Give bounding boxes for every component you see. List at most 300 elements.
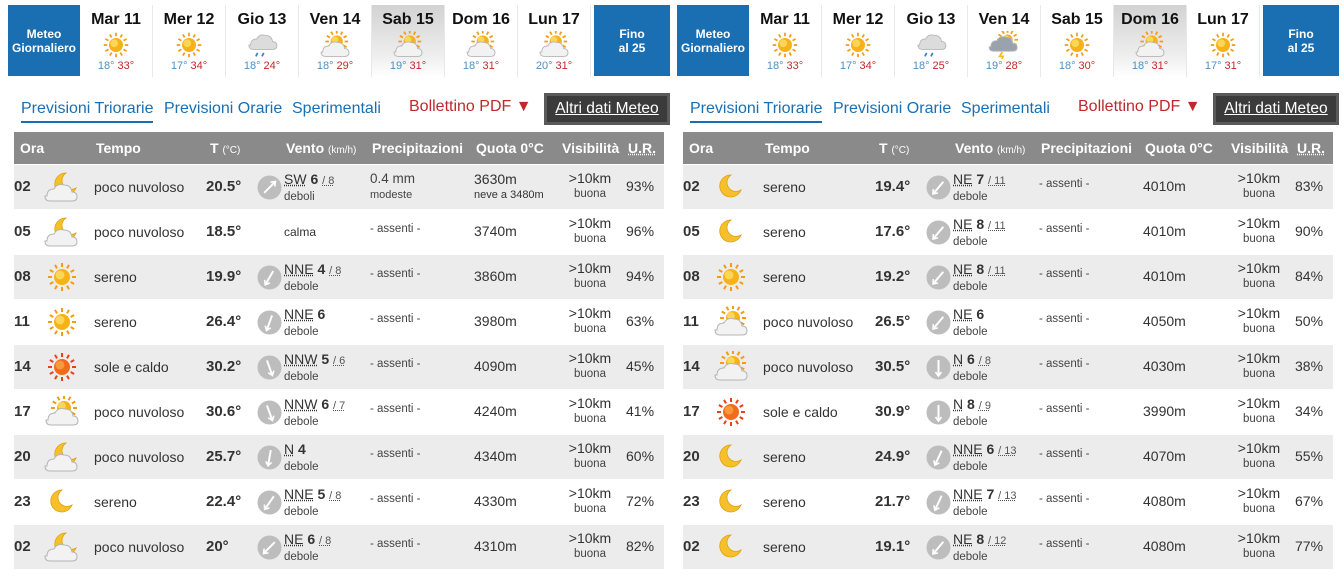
sun-cloud-icon: [518, 30, 590, 60]
moon-icon: [713, 531, 749, 563]
row-precipitation: - assenti -: [370, 358, 421, 370]
altri-dati-meteo-button[interactable]: [544, 93, 670, 125]
row-temperature: 19.9°: [206, 268, 242, 285]
wind-dir: NNW: [284, 396, 318, 412]
row-precipitation: [370, 171, 415, 203]
row-hour: 11: [14, 313, 30, 330]
bollettino-pdf-link[interactable]: Bollettino PDF ▼: [409, 98, 532, 115]
row-freezing-level: 4080m: [1143, 538, 1186, 554]
max-temp: 31°: [555, 60, 573, 72]
vis-quality: buona: [1243, 368, 1275, 380]
forecast-panel-left: [8, 0, 670, 576]
bollettino-pdf-link[interactable]: Bollettino PDF ▼: [1078, 98, 1201, 115]
row-weather-desc: sereno: [763, 494, 806, 510]
row-wind: [953, 216, 1006, 250]
sun-icon: [80, 30, 152, 60]
wind-speed: 6: [986, 441, 995, 457]
row-humidity: 63%: [626, 313, 655, 329]
table-row: [683, 524, 1333, 569]
row-humidity: 41%: [626, 403, 655, 419]
row-precipitation: - assenti -: [370, 223, 421, 235]
row-freezing-level: 4070m: [1143, 448, 1186, 464]
row-precipitation: - assenti -: [1039, 493, 1090, 505]
wind-dir: NNW: [284, 351, 318, 367]
row-visibility: [1231, 305, 1287, 337]
row-weather-desc: poco nuvoloso: [94, 404, 185, 420]
row-wind: [953, 171, 1006, 205]
col-temp-label: T: [879, 140, 888, 156]
sun-icon: [153, 30, 225, 60]
row-weather-desc: sole e caldo: [94, 359, 169, 375]
wind-speed: 7: [986, 486, 995, 502]
table-row: [683, 209, 1333, 254]
max-temp: 31°: [1151, 60, 1169, 72]
wind-direction-icon: [257, 490, 282, 515]
day-strip: [8, 5, 670, 77]
row-wind: [284, 261, 341, 295]
wind-quality: debole: [953, 236, 988, 248]
row-temperature: 21.7°: [875, 493, 911, 510]
wind-quality: debole: [284, 416, 319, 428]
day-tab[interactable]: [1187, 5, 1260, 77]
day-tab[interactable]: [80, 5, 153, 77]
row-humidity: 72%: [626, 493, 655, 509]
min-temp: 18°: [462, 60, 480, 72]
wind-gust: / 8: [319, 535, 332, 547]
altri-dati-meteo-button[interactable]: [1213, 93, 1339, 125]
table-row: [14, 389, 664, 434]
col-vento-label: Vento: [286, 140, 325, 156]
row-hour: 17: [683, 403, 700, 420]
altri-dati-meteo-label: Altri dati Meteo: [547, 96, 667, 122]
row-hour: 05: [14, 223, 31, 240]
day-name: Lun 17: [528, 11, 580, 28]
row-precipitation: - assenti -: [1039, 313, 1090, 325]
col-quota: Quota 0°C: [1145, 140, 1213, 156]
row-humidity: 84%: [1295, 268, 1324, 284]
wind-gust: / 9: [978, 400, 991, 412]
row-temperature: 30.9°: [875, 403, 911, 420]
row-weather-desc: poco nuvoloso: [94, 179, 185, 195]
min-temp: 17°: [1204, 60, 1222, 72]
row-precipitation: - assenti -: [370, 268, 421, 280]
prec-value: 0.4 mm: [370, 171, 416, 186]
wind-direction-icon: [257, 445, 282, 470]
wind-gust: / 7: [333, 400, 346, 412]
meteo-label: Meteo: [26, 26, 62, 41]
moon-cloud-icon: [44, 531, 80, 563]
row-hour: 02: [14, 538, 31, 555]
fino-label: Fino: [619, 26, 645, 41]
row-humidity: 77%: [1295, 538, 1324, 554]
row-hour: 14: [14, 358, 31, 375]
row-hour: 23: [14, 493, 31, 510]
row-temperature: 24.9°: [875, 448, 911, 465]
day-tab[interactable]: [895, 5, 968, 77]
vis-value: >10km: [1237, 485, 1281, 501]
tab-previsioni-triorarie[interactable]: Previsioni Triorarie: [21, 100, 153, 123]
sun-icon: [749, 30, 821, 60]
wind-quality: debole: [284, 281, 319, 293]
day-tab[interactable]: [1041, 5, 1114, 77]
day-name: Gio 13: [237, 11, 287, 28]
day-tab[interactable]: [822, 5, 895, 77]
row-weather-desc: sereno: [94, 314, 137, 330]
wind-speed: 8: [976, 531, 985, 547]
moon-icon: [44, 486, 80, 518]
storm-icon: [968, 30, 1040, 60]
col-vento-unit: (km/h): [328, 145, 357, 156]
wind-dir: NNE: [284, 486, 314, 502]
day-name: Sab 15: [382, 11, 434, 28]
col-temp-unit: (°C): [891, 145, 910, 156]
row-wind: [953, 261, 1006, 295]
wind-quality: debole: [953, 506, 988, 518]
day-temps: [749, 60, 821, 72]
wind-dir: NE: [953, 306, 973, 322]
vis-quality: buona: [574, 413, 606, 425]
min-temp: 18°: [97, 60, 115, 72]
moon-icon: [713, 171, 749, 203]
min-temp: 19°: [389, 60, 407, 72]
row-freezing-level: 4340m: [474, 448, 517, 464]
vis-quality: buona: [574, 233, 606, 245]
wind-direction-icon: [926, 265, 951, 290]
col-ur: U.R.: [1297, 140, 1325, 156]
row-precipitation: - assenti -: [370, 448, 421, 460]
row-wind: [284, 351, 345, 385]
row-temperature: 18.5°: [206, 223, 242, 240]
table-row: [14, 434, 664, 479]
row-hour: 02: [683, 538, 700, 555]
vis-value: >10km: [568, 215, 612, 231]
row-freezing-level: 3980m: [474, 313, 517, 329]
row-precipitation: - assenti -: [1039, 268, 1090, 280]
vis-value: >10km: [1237, 170, 1281, 186]
wind-dir: NE: [953, 171, 973, 187]
quota-value: 3630m: [474, 171, 517, 187]
wind-dir: N: [953, 396, 964, 412]
row-hour: 02: [683, 178, 700, 195]
row-humidity: 50%: [1295, 313, 1324, 329]
min-temp: 18°: [243, 60, 261, 72]
row-weather-desc: sereno: [763, 449, 806, 465]
row-freezing-level: 4310m: [474, 538, 517, 554]
day-tab[interactable]: [518, 5, 591, 77]
wind-direction-icon: [257, 535, 282, 560]
day-temps: [1041, 60, 1113, 72]
day-name: Mar 11: [760, 11, 810, 28]
row-temperature: 26.5°: [875, 313, 911, 330]
prec-sub: modeste: [370, 189, 413, 201]
table-row: [683, 164, 1333, 209]
row-precipitation: - assenti -: [1039, 358, 1090, 370]
row-precipitation: - assenti -: [1039, 448, 1090, 460]
day-tab[interactable]: [968, 5, 1041, 77]
col-temp-unit: (°C): [222, 145, 241, 156]
wind-gust: / 13: [998, 445, 1017, 457]
wind-direction-icon: [257, 310, 282, 335]
row-weather-desc: sereno: [94, 269, 137, 285]
vis-quality: buona: [1243, 503, 1275, 515]
altri-dati-meteo-label: Altri dati Meteo: [1216, 96, 1336, 122]
row-freezing-level: 3990m: [1143, 403, 1186, 419]
meteo-label: Meteo: [695, 26, 731, 41]
wind-dir: NNE: [284, 261, 314, 277]
row-hour: 23: [683, 493, 700, 510]
row-visibility: [1231, 485, 1287, 517]
row-humidity: 96%: [626, 223, 655, 239]
max-temp: 29°: [336, 60, 354, 72]
col-temp: [210, 140, 240, 156]
vis-quality: buona: [1243, 413, 1275, 425]
row-wind-calm: calma: [284, 225, 317, 239]
row-humidity: 45%: [626, 358, 655, 374]
wind-gust: / 8: [322, 175, 335, 187]
row-weather-desc: sereno: [94, 494, 137, 510]
meteo-giornaliero-button[interactable]: [8, 5, 80, 76]
wind-dir: N: [953, 351, 964, 367]
wind-direction-icon: [257, 355, 282, 380]
wind-gust: / 8: [329, 265, 342, 277]
col-visibilita: Visibilità: [1231, 140, 1289, 156]
wind-gust: / 11: [988, 265, 1006, 277]
hot-sun-icon: [713, 396, 749, 428]
row-temperature: 30.5°: [875, 358, 911, 375]
fino-label: Fino: [1288, 26, 1314, 41]
wind-direction-icon: [257, 175, 282, 200]
wind-gust: / 12: [988, 535, 1007, 547]
forecast-panel-right: [677, 0, 1339, 576]
forecast-tabs: [677, 92, 1339, 126]
sun-icon: [1187, 30, 1259, 60]
forecast-tabs: [8, 92, 670, 126]
max-temp: 33°: [786, 60, 804, 72]
row-precipitation: - assenti -: [1039, 178, 1090, 190]
day-tab[interactable]: [1114, 5, 1187, 77]
wind-quality: debole: [953, 191, 988, 203]
row-freezing-level: 4010m: [1143, 268, 1186, 284]
tab-sperimentali[interactable]: Sperimentali: [292, 100, 381, 117]
table-row: [683, 434, 1333, 479]
sun-icon: [822, 30, 894, 60]
day-temps: [822, 60, 894, 72]
row-visibility: [1231, 350, 1287, 382]
meteo-giornaliero-button[interactable]: [677, 5, 749, 76]
vis-quality: buona: [1243, 323, 1275, 335]
col-ora: Ora: [20, 140, 45, 156]
row-freezing-level: 4090m: [474, 358, 517, 374]
day-temps: [226, 60, 298, 72]
col-tempo: Tempo: [96, 140, 141, 156]
table-header: [683, 132, 1333, 164]
wind-direction-icon: [257, 265, 282, 290]
row-weather-desc: poco nuvoloso: [763, 314, 854, 330]
row-wind: [953, 441, 1017, 475]
col-vento: [286, 140, 356, 156]
vis-value: >10km: [1237, 395, 1281, 411]
wind-speed: 5: [317, 486, 326, 502]
day-tab[interactable]: [299, 5, 372, 77]
row-precipitation: - assenti -: [1039, 403, 1090, 415]
col-temp: [879, 140, 909, 156]
day-name: Gio 13: [906, 11, 956, 28]
day-tab[interactable]: [445, 5, 518, 77]
row-visibility: [1231, 530, 1287, 562]
row-precipitation: - assenti -: [370, 493, 421, 505]
row-precipitation: - assenti -: [370, 403, 421, 415]
row-temperature: 19.2°: [875, 268, 911, 285]
row-precipitation: - assenti -: [370, 313, 421, 325]
wind-dir: NE: [953, 216, 973, 232]
table-row: [14, 299, 664, 344]
row-visibility: [562, 215, 618, 247]
row-visibility: [562, 170, 618, 202]
sun-icon: [1041, 30, 1113, 60]
wind-gust: / 8: [978, 355, 991, 367]
row-temperature: 17.6°: [875, 223, 911, 240]
vis-value: >10km: [1237, 305, 1281, 321]
vis-quality: buona: [574, 458, 606, 470]
al-25-label: al 25: [618, 40, 646, 55]
tab-previsioni-triorarie[interactable]: Previsioni Triorarie: [690, 100, 822, 123]
row-temperature: 30.2°: [206, 358, 242, 375]
vis-value: >10km: [1237, 215, 1281, 231]
day-temps: [80, 60, 152, 72]
vis-value: >10km: [568, 485, 612, 501]
row-visibility: [1231, 215, 1287, 247]
wind-direction-icon: [926, 490, 951, 515]
rain-cloud-icon: [226, 30, 298, 60]
max-temp: 30°: [1078, 60, 1096, 72]
row-freezing-level: 4010m: [1143, 223, 1186, 239]
table-row: [683, 389, 1333, 434]
vis-value: >10km: [1237, 350, 1281, 366]
sun-cloud-icon: [299, 30, 371, 60]
wind-quality: debole: [953, 461, 988, 473]
wind-quality: debole: [953, 281, 988, 293]
tab-sperimentali[interactable]: Sperimentali: [961, 100, 1050, 117]
vis-value: >10km: [568, 440, 612, 456]
giornaliero-label: Giornaliero: [11, 40, 76, 55]
row-hour: 17: [14, 403, 31, 420]
wind-quality: debole: [284, 551, 319, 563]
wind-speed: 4: [317, 261, 326, 277]
sun-cloud-icon: [372, 30, 444, 60]
min-temp: 20°: [535, 60, 553, 72]
row-visibility: [1231, 395, 1287, 427]
sun-cloud-icon: [713, 306, 749, 338]
wind-speed: 8: [967, 396, 975, 412]
row-humidity: 93%: [626, 178, 655, 194]
row-weather-desc: poco nuvoloso: [94, 539, 185, 555]
table-header: [14, 132, 664, 164]
fino-al-25-button[interactable]: [594, 5, 670, 76]
day-temps: [518, 60, 590, 72]
wind-direction-icon: [257, 400, 282, 425]
row-freezing-level: 4030m: [1143, 358, 1186, 374]
day-tab[interactable]: [372, 5, 445, 77]
row-freezing-level: 4050m: [1143, 313, 1186, 329]
row-wind: [284, 531, 331, 565]
day-temps: [372, 60, 444, 72]
vis-quality: buona: [574, 188, 606, 200]
wind-speed: 8: [976, 261, 985, 277]
row-temperature: 20°: [206, 538, 229, 555]
wind-quality: debole: [284, 371, 319, 383]
max-temp: 33°: [117, 60, 135, 72]
day-temps: [1114, 60, 1186, 72]
sun-icon: [44, 261, 80, 293]
vis-value: >10km: [1237, 530, 1281, 546]
rain-cloud-icon: [895, 30, 967, 60]
day-tab[interactable]: [749, 5, 822, 77]
row-freezing-level: 4240m: [474, 403, 517, 419]
day-tab[interactable]: [226, 5, 299, 77]
row-wind: [953, 531, 1006, 565]
row-visibility: [1231, 260, 1287, 292]
wind-dir: NE: [953, 531, 973, 547]
vis-quality: buona: [574, 368, 606, 380]
table-row: [683, 299, 1333, 344]
tab-previsioni-orarie[interactable]: Previsioni Orarie: [833, 100, 952, 117]
row-visibility: [562, 485, 618, 517]
min-temp: 17°: [839, 60, 857, 72]
max-temp: 25°: [932, 60, 950, 72]
day-temps: [445, 60, 517, 72]
day-name: Ven 14: [978, 11, 1030, 28]
col-visibilita: Visibilità: [562, 140, 620, 156]
min-temp: 18°: [766, 60, 784, 72]
max-temp: 31°: [482, 60, 500, 72]
wind-dir: N: [284, 441, 295, 457]
vis-quality: buona: [1243, 458, 1275, 470]
vis-value: >10km: [568, 350, 612, 366]
sun-cloud-icon: [1114, 30, 1186, 60]
row-visibility: [1231, 170, 1287, 202]
row-freezing-level: 3740m: [474, 223, 517, 239]
wind-dir: NE: [284, 531, 304, 547]
row-visibility: [562, 305, 618, 337]
row-weather-desc: sole e caldo: [763, 404, 838, 420]
row-freezing-level: [474, 171, 544, 203]
day-name: Mer 12: [163, 11, 215, 28]
row-temperature: 19.1°: [875, 538, 911, 555]
col-precipitazioni: Precipitazioni: [1041, 140, 1133, 156]
tab-previsioni-orarie[interactable]: Previsioni Orarie: [164, 100, 283, 117]
wind-direction-icon: [926, 535, 951, 560]
row-wind: [284, 396, 345, 430]
vis-value: >10km: [568, 305, 612, 321]
min-temp: 18°: [1058, 60, 1076, 72]
vis-value: >10km: [568, 170, 612, 186]
row-precipitation: - assenti -: [370, 538, 421, 550]
day-tab[interactable]: [153, 5, 226, 77]
row-freezing-level: 4080m: [1143, 493, 1186, 509]
vis-quality: buona: [1243, 278, 1275, 290]
col-vento-unit: (km/h): [997, 145, 1026, 156]
moon-icon: [713, 441, 749, 473]
row-wind: [284, 306, 325, 340]
sun-cloud-icon: [44, 396, 80, 428]
quota-snow: neve a 3480m: [474, 189, 544, 201]
day-name: Lun 17: [1197, 11, 1249, 28]
wind-quality: debole: [953, 416, 988, 428]
row-humidity: 82%: [626, 538, 655, 554]
fino-al-25-button[interactable]: [1263, 5, 1339, 76]
table-row: [683, 344, 1333, 389]
day-temps: [1187, 60, 1259, 72]
